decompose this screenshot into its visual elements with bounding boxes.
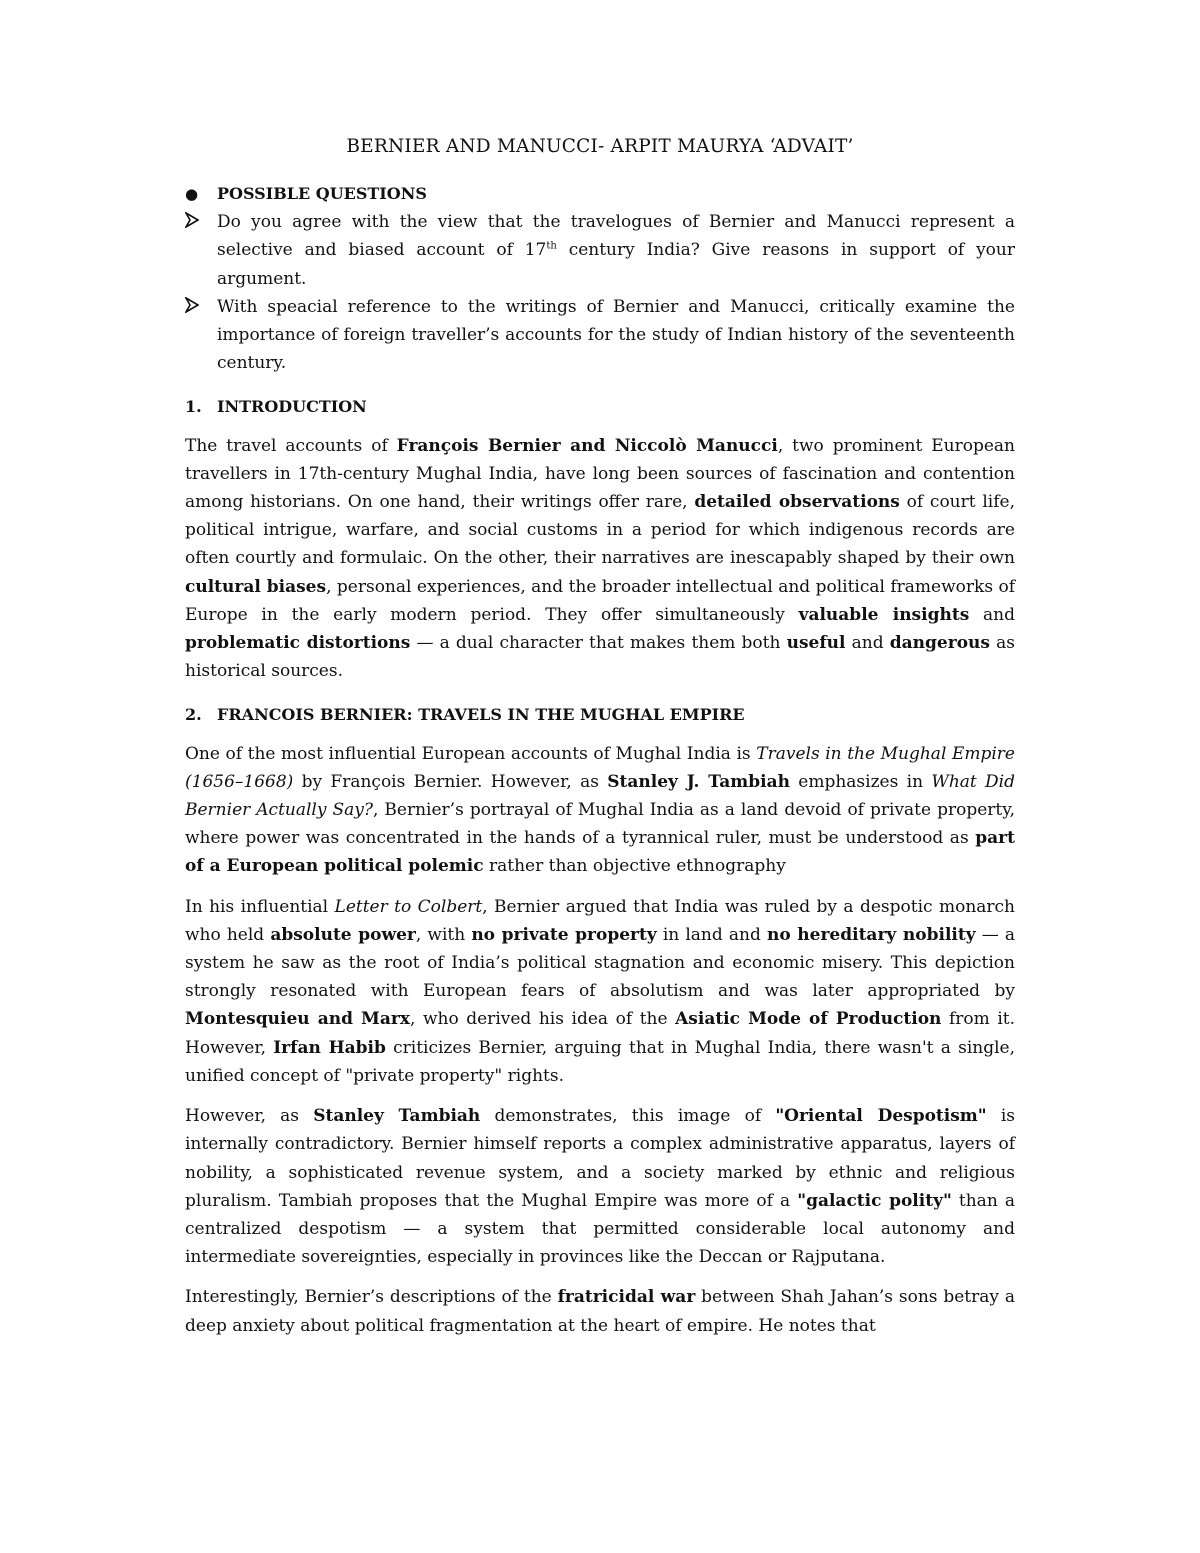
question-item [185, 293, 1015, 378]
possible-questions-heading [185, 180, 1015, 208]
text-run: , with [415, 924, 472, 945]
section-number: 2. [185, 705, 202, 725]
bold-phrase: problematic distortions [185, 633, 411, 654]
text-run: However, as [185, 1106, 314, 1127]
arrowhead-icon [185, 212, 199, 228]
document-title: BERNIER AND MANUCCI- ARPIT MAURYA ‘ADVAIT’ [346, 136, 854, 157]
text-run: , two prominent European travellers in 17th-century Mughal India, have long been sources of fascination and contention among historians. On one hand, their writings offer rare, [185, 435, 1015, 513]
bold-phrase: Stanley Tambiah [313, 1106, 481, 1127]
question-superscript: th [546, 240, 557, 252]
arrowhead-bullet-icon [185, 208, 217, 237]
text-run: One of the most influential European accounts of Mughal India is [185, 743, 757, 764]
section-heading [185, 393, 1015, 421]
text-run: , Bernier argued that India was ruled by a despotic monarch who held [185, 896, 1015, 945]
text-run: by François Bernier. However, as [293, 771, 608, 792]
bold-phrase: Stanley J. Tambiah [607, 771, 790, 792]
arrowhead-icon [185, 297, 199, 313]
question-text: With speacial reference to the writings of Bernier and Manucci, critically examine the importance of foreign traveller’s accounts for the study of Indian history of the seventeenth century. [217, 296, 1015, 374]
question-text-part: Do you agree with the view that the travelogues of Bernier and Manucci represent a selective and biased account of 17 [217, 212, 1015, 261]
bold-phrase: detailed observations [694, 492, 900, 513]
bold-phrase: no private property [471, 924, 657, 945]
text-run: criticizes Bernier, arguing that in Mughal India, there wasn't a single, unified concept of "private property" rights. [185, 1037, 1015, 1086]
bold-phrase: cultural biases [185, 576, 327, 597]
italic-title: What Did Bernier Actually Say? [185, 771, 1015, 821]
text-run: , personal experiences, and the broader intellectual and political frameworks of Europe in the early modern period. They offer simultaneously [185, 576, 1016, 625]
italic-title: Travels in the Mughal Empire (1656–1668) [185, 743, 1015, 792]
text-run: The travel accounts of [185, 435, 397, 456]
text-run: is internally contradictory. Bernier himself reports a complex administrative apparatus, layers of nobility, a sophisticated revenue system, and a society marked by ethnic and religious pluralism. Tambiah proposes that the Mughal Empire was more of a [185, 1106, 1015, 1211]
text-run: , who derived his idea of the [409, 1009, 676, 1030]
body-paragraph [185, 893, 1015, 1090]
text-run: demonstrates, this image of [480, 1106, 776, 1127]
bold-phrase: dangerous [889, 633, 990, 654]
section-heading [185, 701, 1015, 729]
sections-container [185, 393, 1015, 1339]
bold-phrase: no hereditary nobility [766, 924, 976, 945]
section-heading-text: INTRODUCTION [217, 397, 367, 417]
bold-phrase: Asiatic Mode of Production [675, 1009, 942, 1030]
italic-title: Letter to Colbert [334, 896, 483, 917]
text-run: in land and [656, 924, 767, 945]
question-text [217, 208, 1015, 293]
possible-questions-label: POSSIBLE QUESTIONS [217, 184, 427, 203]
text-run: — a system he saw as the root of India’s political stagnation and economic misery. This depiction strongly resonated with European fears of absolutism and was later appropriated by [185, 924, 1015, 1002]
bold-phrase: François Bernier and Niccolò Manucci [396, 435, 778, 456]
bold-phrase: Montesquieu and Marx [185, 1009, 410, 1030]
text-run: rather than objective ethnography [483, 856, 786, 877]
text-run: — a dual character that makes them both [410, 633, 787, 654]
text-run: of court life, political intrigue, warfare, and social customs in a period for which indigenous records are often courtly and formulaic. On the other, their narratives are inescapably shaped by their own [185, 492, 1015, 569]
body-paragraph [185, 740, 1015, 881]
text-run: In his influential [185, 896, 335, 917]
text-run: than a centralized despotism — a system that permitted considerable local autonomy and intermediate sovereignties, especially in provinces like the Deccan or Rajputana. [185, 1190, 1015, 1268]
text-run: Interestingly, Bernier’s descriptions of the [185, 1287, 558, 1308]
section-number: 1. [185, 397, 202, 417]
bold-phrase: useful [786, 633, 846, 654]
body-paragraph [185, 1283, 1015, 1339]
text-run: from it. However, [185, 1009, 1015, 1058]
bold-phrase: part of a European political polemic [185, 828, 1015, 877]
text-run: emphasizes in [789, 771, 932, 792]
question-text-part: century India? Give reasons in support of your argument. [217, 240, 1015, 289]
body-paragraph [185, 432, 1015, 686]
document-body [185, 180, 1015, 1352]
filled-circle-bullet-icon: ● [185, 185, 199, 203]
arrowhead-bullet-icon [185, 293, 217, 322]
bold-phrase: "Oriental Despotism" [775, 1106, 987, 1127]
bold-phrase: "galactic polity" [797, 1190, 952, 1211]
body-paragraph [185, 1102, 1015, 1271]
question-item [185, 208, 1015, 293]
text-run: between Shah Jahan’s sons betray a deep anxiety about political fragmentation at the heart of empire. He notes that [185, 1287, 1015, 1336]
bold-phrase: absolute power [270, 924, 416, 945]
section-heading-text: FRANCOIS BERNIER: TRAVELS IN THE MUGHAL EMPIRE [217, 705, 745, 725]
text-run: , Bernier’s portrayal of Mughal India as a land devoid of private property, where power was concentrated in the hands of a tyrannical ruler, must be understood as [185, 800, 1015, 849]
bold-phrase: Irfan Habib [273, 1037, 386, 1058]
text-run: and [845, 633, 890, 654]
text-run: as historical sources. [185, 633, 1015, 682]
bold-phrase: valuable insights [798, 604, 970, 625]
text-run: and [969, 604, 1015, 625]
bold-phrase: fratricidal war [557, 1287, 696, 1308]
